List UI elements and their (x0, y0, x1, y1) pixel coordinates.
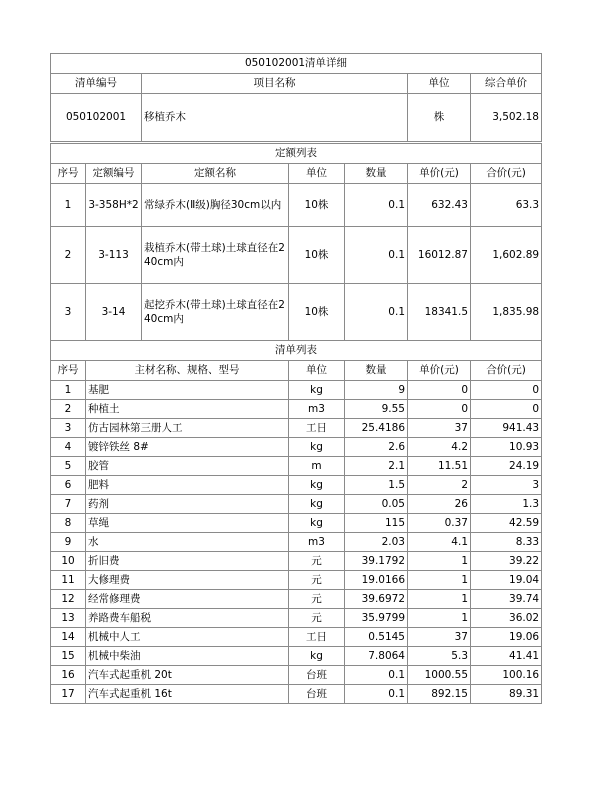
detail-table (50, 143, 542, 704)
materials-section-title: 清单列表 (51, 341, 542, 361)
mat-price: 37 (408, 419, 471, 438)
mat-total: 41.41 (471, 647, 542, 666)
mat-no: 4 (51, 438, 86, 457)
mat-unit: 元 (289, 609, 345, 628)
mat-price: 1 (408, 590, 471, 609)
item-unit: 株 (408, 94, 471, 142)
quota-no: 2 (51, 227, 86, 284)
quota-row (51, 184, 542, 227)
quota-col-code: 定额编号 (86, 164, 142, 184)
mat-price: 5.3 (408, 647, 471, 666)
material-row (51, 381, 542, 400)
mat-qty: 7.8064 (345, 647, 408, 666)
mat-qty: 115 (345, 514, 408, 533)
mat-col-qty: 数量 (345, 361, 408, 381)
mat-no: 14 (51, 628, 86, 647)
mat-no: 8 (51, 514, 86, 533)
mat-col-total: 合价(元) (471, 361, 542, 381)
mat-unit: 元 (289, 590, 345, 609)
mat-unit: m3 (289, 400, 345, 419)
mat-no: 12 (51, 590, 86, 609)
quota-total: 1,602.89 (471, 227, 542, 284)
quota-code: 3-358H*2 (86, 184, 142, 227)
mat-qty: 9.55 (345, 400, 408, 419)
mat-qty: 39.1792 (345, 552, 408, 571)
material-row (51, 457, 542, 476)
item-code: 050102001 (51, 94, 142, 142)
material-row (51, 533, 542, 552)
mat-unit: m (289, 457, 345, 476)
name-header: 项目名称 (142, 74, 408, 94)
mat-qty: 0.05 (345, 495, 408, 514)
material-row (51, 628, 542, 647)
mat-qty: 19.0166 (345, 571, 408, 590)
quota-no: 1 (51, 184, 86, 227)
mat-unit: 台班 (289, 666, 345, 685)
price-header: 综合单价 (471, 74, 542, 94)
quota-col-price: 单价(元) (408, 164, 471, 184)
quota-section (51, 144, 542, 341)
mat-name: 机械中柴油 (86, 647, 289, 666)
summary-table (50, 53, 542, 142)
mat-name: 种植土 (86, 400, 289, 419)
quota-total: 63.3 (471, 184, 542, 227)
mat-name: 仿古园林第三册人工 (86, 419, 289, 438)
mat-price: 2 (408, 476, 471, 495)
mat-price: 0 (408, 381, 471, 400)
material-row (51, 590, 542, 609)
mat-total: 42.59 (471, 514, 542, 533)
quota-qty: 0.1 (345, 227, 408, 284)
mat-total: 941.43 (471, 419, 542, 438)
mat-no: 6 (51, 476, 86, 495)
mat-no: 11 (51, 571, 86, 590)
mat-name: 基肥 (86, 381, 289, 400)
mat-total: 24.19 (471, 457, 542, 476)
quota-name: 起挖乔木(带土球)土球直径在240cm内 (142, 284, 289, 341)
quota-col-qty: 数量 (345, 164, 408, 184)
quota-code: 3-113 (86, 227, 142, 284)
item-name: 移植乔木 (142, 94, 408, 142)
quota-code: 3-14 (86, 284, 142, 341)
mat-total: 19.06 (471, 628, 542, 647)
material-row (51, 685, 542, 704)
quota-col-no: 序号 (51, 164, 86, 184)
quota-row (51, 227, 542, 284)
mat-price: 37 (408, 628, 471, 647)
mat-name: 肥料 (86, 476, 289, 495)
mat-price: 4.2 (408, 438, 471, 457)
quota-unit: 10株 (289, 227, 345, 284)
quota-unit: 10株 (289, 184, 345, 227)
quota-col-name: 定额名称 (142, 164, 289, 184)
mat-col-price: 单价(元) (408, 361, 471, 381)
mat-unit: 元 (289, 552, 345, 571)
mat-total: 39.74 (471, 590, 542, 609)
mat-name: 经常修理费 (86, 590, 289, 609)
material-row (51, 495, 542, 514)
quota-row (51, 284, 542, 341)
mat-unit: kg (289, 514, 345, 533)
mat-price: 1 (408, 552, 471, 571)
mat-no: 5 (51, 457, 86, 476)
mat-name: 镀锌铁丝 8# (86, 438, 289, 457)
material-row (51, 552, 542, 571)
mat-unit: kg (289, 381, 345, 400)
mat-qty: 0.1 (345, 685, 408, 704)
mat-name: 药剂 (86, 495, 289, 514)
material-row (51, 400, 542, 419)
mat-total: 1.3 (471, 495, 542, 514)
mat-unit: 元 (289, 571, 345, 590)
mat-total: 10.93 (471, 438, 542, 457)
unit-header: 单位 (408, 74, 471, 94)
material-row (51, 476, 542, 495)
quota-unit: 10株 (289, 284, 345, 341)
mat-name: 胶管 (86, 457, 289, 476)
mat-total: 39.22 (471, 552, 542, 571)
material-row (51, 647, 542, 666)
mat-name: 机械中人工 (86, 628, 289, 647)
mat-total: 19.04 (471, 571, 542, 590)
mat-unit: kg (289, 476, 345, 495)
mat-no: 13 (51, 609, 86, 628)
mat-total: 3 (471, 476, 542, 495)
mat-qty: 0.1 (345, 666, 408, 685)
mat-no: 9 (51, 533, 86, 552)
materials-section (51, 341, 542, 704)
quota-price: 632.43 (408, 184, 471, 227)
mat-col-unit: 单位 (289, 361, 345, 381)
mat-name: 汽车式起重机 16t (86, 685, 289, 704)
mat-price: 1 (408, 609, 471, 628)
quota-section-title: 定额列表 (51, 144, 542, 164)
mat-price: 1000.55 (408, 666, 471, 685)
page-title: 050102001清单详细 (51, 54, 542, 74)
quota-price: 18341.5 (408, 284, 471, 341)
mat-price: 892.15 (408, 685, 471, 704)
quota-name: 常绿乔木(Ⅱ级)胸径30cm以内 (142, 184, 289, 227)
mat-qty: 2.03 (345, 533, 408, 552)
mat-no: 7 (51, 495, 86, 514)
quota-col-unit: 单位 (289, 164, 345, 184)
mat-name: 折旧费 (86, 552, 289, 571)
quota-name: 栽植乔木(带土球)土球直径在240cm内 (142, 227, 289, 284)
item-price: 3,502.18 (471, 94, 542, 142)
mat-price: 4.1 (408, 533, 471, 552)
mat-total: 36.02 (471, 609, 542, 628)
mat-total: 0 (471, 381, 542, 400)
material-row (51, 609, 542, 628)
mat-total: 100.16 (471, 666, 542, 685)
mat-no: 17 (51, 685, 86, 704)
mat-total: 8.33 (471, 533, 542, 552)
quota-price: 16012.87 (408, 227, 471, 284)
mat-name: 水 (86, 533, 289, 552)
mat-no: 10 (51, 552, 86, 571)
material-row (51, 438, 542, 457)
mat-qty: 2.6 (345, 438, 408, 457)
mat-qty: 25.4186 (345, 419, 408, 438)
mat-total: 0 (471, 400, 542, 419)
mat-no: 16 (51, 666, 86, 685)
mat-qty: 0.5145 (345, 628, 408, 647)
mat-unit: m3 (289, 533, 345, 552)
quota-qty: 0.1 (345, 284, 408, 341)
mat-total: 89.31 (471, 685, 542, 704)
mat-price: 26 (408, 495, 471, 514)
mat-unit: 台班 (289, 685, 345, 704)
mat-name: 汽车式起重机 20t (86, 666, 289, 685)
mat-unit: kg (289, 647, 345, 666)
mat-qty: 9 (345, 381, 408, 400)
material-row (51, 571, 542, 590)
mat-price: 0 (408, 400, 471, 419)
material-row (51, 419, 542, 438)
material-row (51, 514, 542, 533)
mat-no: 2 (51, 400, 86, 419)
mat-col-name: 主材名称、规格、型号 (86, 361, 289, 381)
mat-name: 草绳 (86, 514, 289, 533)
mat-price: 1 (408, 571, 471, 590)
quota-no: 3 (51, 284, 86, 341)
quota-total: 1,835.98 (471, 284, 542, 341)
mat-no: 3 (51, 419, 86, 438)
mat-price: 0.37 (408, 514, 471, 533)
mat-price: 11.51 (408, 457, 471, 476)
mat-qty: 2.1 (345, 457, 408, 476)
mat-col-no: 序号 (51, 361, 86, 381)
quota-col-total: 合价(元) (471, 164, 542, 184)
mat-no: 1 (51, 381, 86, 400)
material-row (51, 666, 542, 685)
code-header: 清单编号 (51, 74, 142, 94)
mat-no: 15 (51, 647, 86, 666)
mat-unit: 工日 (289, 628, 345, 647)
mat-name: 养路费车船税 (86, 609, 289, 628)
quota-qty: 0.1 (345, 184, 408, 227)
mat-unit: 工日 (289, 419, 345, 438)
mat-qty: 39.6972 (345, 590, 408, 609)
mat-unit: kg (289, 495, 345, 514)
mat-name: 大修理费 (86, 571, 289, 590)
mat-qty: 1.5 (345, 476, 408, 495)
mat-qty: 35.9799 (345, 609, 408, 628)
mat-unit: kg (289, 438, 345, 457)
